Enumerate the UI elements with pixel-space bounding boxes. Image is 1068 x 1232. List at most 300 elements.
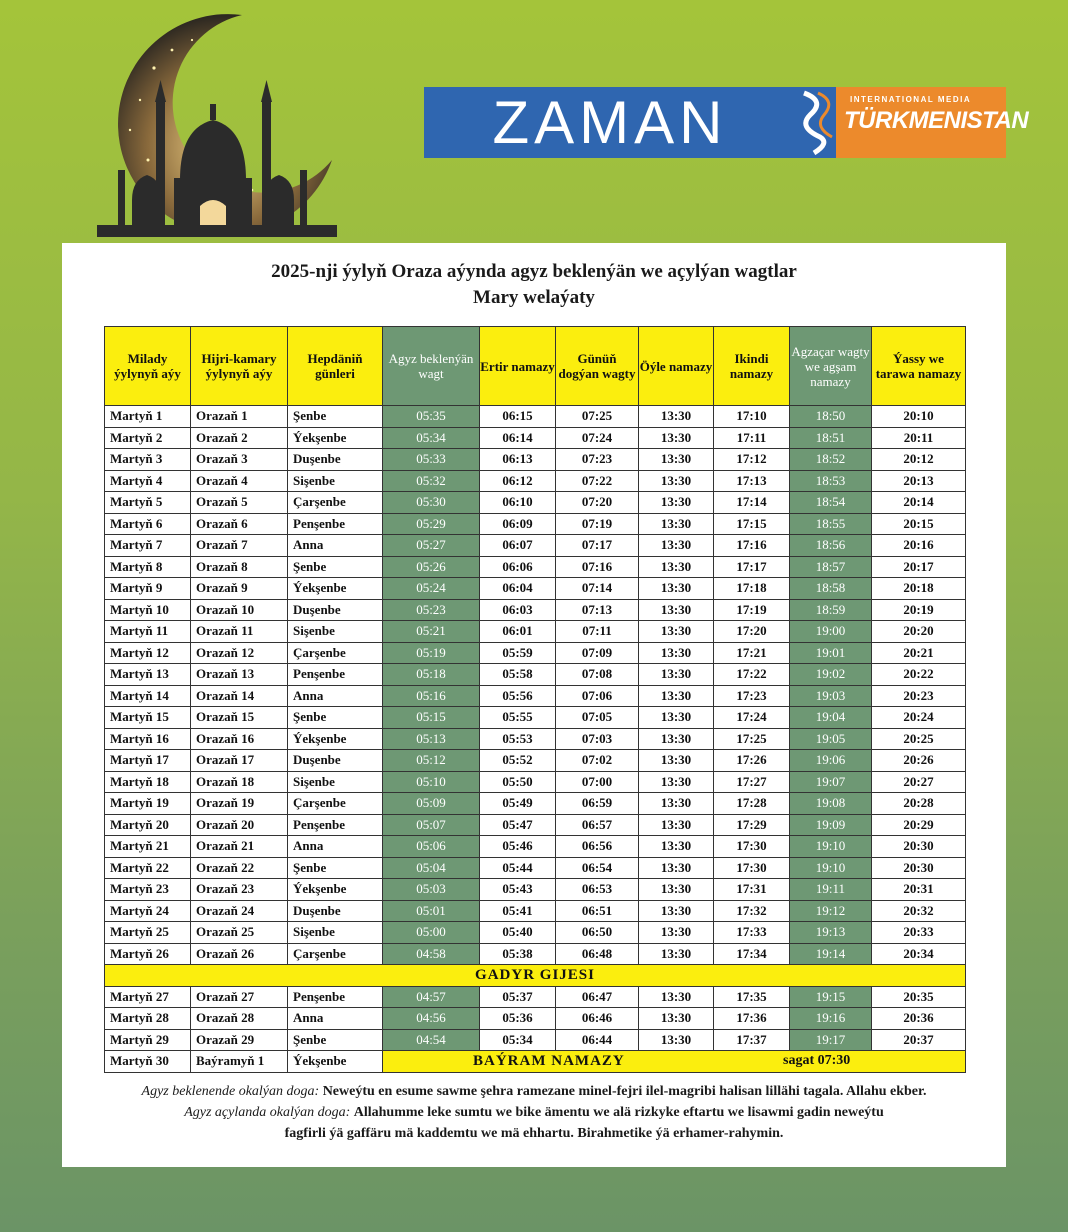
table-cell: 20:21 bbox=[872, 642, 966, 664]
page-title: 2025-nji ýylyň Oraza aýynda agyz beklenýän we açylýan wagtlar bbox=[271, 261, 797, 282]
table-row bbox=[105, 707, 966, 729]
header-asr: Ikindi namazy bbox=[714, 327, 790, 406]
table-cell: Martyň 1 bbox=[105, 406, 191, 428]
table-cell: 13:30 bbox=[639, 986, 714, 1008]
table-cell: 20:31 bbox=[872, 879, 966, 901]
table-cell: 17:11 bbox=[714, 427, 790, 449]
table-cell: 05:03 bbox=[383, 879, 480, 901]
table-cell: Martyň 16 bbox=[105, 728, 191, 750]
table-cell: Şenbe bbox=[288, 406, 383, 428]
table-cell: 07:25 bbox=[556, 406, 639, 428]
table-cell: 17:20 bbox=[714, 621, 790, 643]
table-row bbox=[105, 642, 966, 664]
table-cell: 17:36 bbox=[714, 1008, 790, 1030]
table-cell: Orazaň 19 bbox=[191, 793, 288, 815]
table-cell: 20:26 bbox=[872, 750, 966, 772]
table-cell: 17:22 bbox=[714, 664, 790, 686]
table-cell: 05:23 bbox=[383, 599, 480, 621]
table-cell: 06:50 bbox=[556, 922, 639, 944]
table-cell: 06:03 bbox=[480, 599, 556, 621]
table-last bbox=[105, 1051, 966, 1073]
table-row bbox=[105, 449, 966, 471]
table-cell: Anna bbox=[288, 685, 383, 707]
table-cell: Şenbe bbox=[288, 707, 383, 729]
footer-label-2: Agyz açylanda okalýan doga: bbox=[184, 1105, 351, 1120]
table-cell: 20:19 bbox=[872, 599, 966, 621]
table-cell: 20:22 bbox=[872, 664, 966, 686]
table-cell: Orazaň 23 bbox=[191, 879, 288, 901]
table-row bbox=[105, 513, 966, 535]
table-cell: Şenbe bbox=[288, 1029, 383, 1051]
table-cell: 06:14 bbox=[480, 427, 556, 449]
table-cell: Orazaň 20 bbox=[191, 814, 288, 836]
table-cell: Ýekşenbe bbox=[288, 879, 383, 901]
table-cell: 17:19 bbox=[714, 599, 790, 621]
table-cell: Martyň 7 bbox=[105, 535, 191, 557]
table-cell: Çarşenbe bbox=[288, 943, 383, 965]
footer-line-2 bbox=[62, 1102, 1006, 1123]
table-row-last bbox=[105, 1051, 966, 1073]
table-cell: 20:30 bbox=[872, 857, 966, 879]
table-cell: 18:54 bbox=[790, 492, 872, 514]
table-cell: 19:08 bbox=[790, 793, 872, 815]
table-cell: Duşenbe bbox=[288, 900, 383, 922]
table-cell: Martyň 15 bbox=[105, 707, 191, 729]
header-day: Hepdäniň günleri bbox=[288, 327, 383, 406]
table-cell: 06:47 bbox=[556, 986, 639, 1008]
table-cell: Orazaň 3 bbox=[191, 449, 288, 471]
table-cell: 05:00 bbox=[383, 922, 480, 944]
table-cell: 05:50 bbox=[480, 771, 556, 793]
table-cell: 19:07 bbox=[790, 771, 872, 793]
table-cell: 06:46 bbox=[556, 1008, 639, 1030]
table-cell: Ýekşenbe bbox=[288, 728, 383, 750]
table-cell: 13:30 bbox=[639, 578, 714, 600]
table-cell: Martyň 10 bbox=[105, 599, 191, 621]
table-cell: Martyň 14 bbox=[105, 685, 191, 707]
table-row bbox=[105, 492, 966, 514]
table-row bbox=[105, 793, 966, 815]
table-cell: Martyň 20 bbox=[105, 814, 191, 836]
table-cell: Orazaň 7 bbox=[191, 535, 288, 557]
table-cell: 17:32 bbox=[714, 900, 790, 922]
table-cell: 13:30 bbox=[639, 406, 714, 428]
table-cell: 13:30 bbox=[639, 685, 714, 707]
table-cell: 07:13 bbox=[556, 599, 639, 621]
table-cell: 05:04 bbox=[383, 857, 480, 879]
table-cell: Şenbe bbox=[288, 857, 383, 879]
table-cell: 17:29 bbox=[714, 814, 790, 836]
bayram-label: BAÝRAM NAMAZY bbox=[473, 1053, 625, 1069]
table-header-row bbox=[105, 327, 966, 406]
table-cell: 13:30 bbox=[639, 621, 714, 643]
table-cell: 05:59 bbox=[480, 642, 556, 664]
table-cell: 20:33 bbox=[872, 922, 966, 944]
table-cell: Anna bbox=[288, 535, 383, 557]
table-cell: Ýekşenbe bbox=[288, 427, 383, 449]
table-cell: 19:02 bbox=[790, 664, 872, 686]
table-cell: 05:47 bbox=[480, 814, 556, 836]
header-isha: Ýassy we tarawa namazy bbox=[872, 327, 966, 406]
cell-day: Ýekşenbe bbox=[288, 1051, 383, 1073]
table-cell: Orazaň 13 bbox=[191, 664, 288, 686]
table-cell: 05:21 bbox=[383, 621, 480, 643]
table-cell: Orazaň 6 bbox=[191, 513, 288, 535]
table-body bbox=[105, 406, 966, 965]
table-cell: 20:36 bbox=[872, 1008, 966, 1030]
table-cell: 05:58 bbox=[480, 664, 556, 686]
table-cell: 19:06 bbox=[790, 750, 872, 772]
table-cell: 05:01 bbox=[383, 900, 480, 922]
table-row bbox=[105, 578, 966, 600]
schedule-card bbox=[62, 243, 1006, 1167]
table-cell: 19:12 bbox=[790, 900, 872, 922]
header-sunrise: Günüň dogýan wagty bbox=[556, 327, 639, 406]
table-cell: 20:20 bbox=[872, 621, 966, 643]
table-cell: 05:29 bbox=[383, 513, 480, 535]
table-cell: 06:10 bbox=[480, 492, 556, 514]
table-cell: 06:57 bbox=[556, 814, 639, 836]
cell-hijri: Baýramyň 1 bbox=[191, 1051, 288, 1073]
footer-line-3 bbox=[62, 1123, 1006, 1144]
table-cell: 05:24 bbox=[383, 578, 480, 600]
table-cell: Orazaň 22 bbox=[191, 857, 288, 879]
table-cell: 06:12 bbox=[480, 470, 556, 492]
table-cell: 18:57 bbox=[790, 556, 872, 578]
table-cell: Martyň 3 bbox=[105, 449, 191, 471]
table-cell: 05:32 bbox=[383, 470, 480, 492]
table-cell: 07:03 bbox=[556, 728, 639, 750]
table-cell: Çarşenbe bbox=[288, 793, 383, 815]
table-cell: Anna bbox=[288, 836, 383, 858]
table-cell: 19:17 bbox=[790, 1029, 872, 1051]
footer-label-1: Agyz beklenende okalýan doga: bbox=[141, 1084, 320, 1099]
table-cell: Orazaň 8 bbox=[191, 556, 288, 578]
table-cell: 13:30 bbox=[639, 750, 714, 772]
table-cell: 05:37 bbox=[480, 986, 556, 1008]
table-cell: Sişenbe bbox=[288, 621, 383, 643]
table-cell: 13:30 bbox=[639, 513, 714, 535]
table-cell: 05:38 bbox=[480, 943, 556, 965]
table-cell: Şenbe bbox=[288, 556, 383, 578]
table-cell: 13:30 bbox=[639, 470, 714, 492]
table-cell: 20:28 bbox=[872, 793, 966, 815]
table-cell: 19:10 bbox=[790, 836, 872, 858]
cell-milady: Martyň 30 bbox=[105, 1051, 191, 1073]
table-cell: 19:04 bbox=[790, 707, 872, 729]
table-cell: 13:30 bbox=[639, 771, 714, 793]
table-cell: Sişenbe bbox=[288, 771, 383, 793]
table-cell: 13:30 bbox=[639, 1008, 714, 1030]
table-cell: 05:43 bbox=[480, 879, 556, 901]
table-cell: 13:30 bbox=[639, 1029, 714, 1051]
zaman-logo bbox=[424, 87, 1029, 158]
footer-line-1 bbox=[62, 1081, 1006, 1102]
table-cell: 20:24 bbox=[872, 707, 966, 729]
table-cell: 17:18 bbox=[714, 578, 790, 600]
table-cell: Martyň 19 bbox=[105, 793, 191, 815]
table-cell: 05:40 bbox=[480, 922, 556, 944]
table-cell: Çarşenbe bbox=[288, 492, 383, 514]
table-cell: 05:55 bbox=[480, 707, 556, 729]
table-cell: Sişenbe bbox=[288, 922, 383, 944]
table-cell: 17:17 bbox=[714, 556, 790, 578]
table-cell: Martyň 8 bbox=[105, 556, 191, 578]
table-cell: Martyň 21 bbox=[105, 836, 191, 858]
table-cell: Orazaň 26 bbox=[191, 943, 288, 965]
table-cell: 05:36 bbox=[480, 1008, 556, 1030]
table-cell: Martyň 29 bbox=[105, 1029, 191, 1051]
table-body-after bbox=[105, 986, 966, 1051]
table-cell: 20:25 bbox=[872, 728, 966, 750]
table-cell: 20:29 bbox=[872, 814, 966, 836]
table-cell: 17:10 bbox=[714, 406, 790, 428]
table-cell: 19:14 bbox=[790, 943, 872, 965]
table-row bbox=[105, 836, 966, 858]
table-cell: 06:48 bbox=[556, 943, 639, 965]
table-cell: Anna bbox=[288, 1008, 383, 1030]
table-cell: 20:27 bbox=[872, 771, 966, 793]
table-cell: 06:59 bbox=[556, 793, 639, 815]
table-cell: Orazaň 14 bbox=[191, 685, 288, 707]
table-cell: 13:30 bbox=[639, 535, 714, 557]
header-milady: Milady ýylynyň aýy bbox=[105, 327, 191, 406]
table-cell: Orazaň 15 bbox=[191, 707, 288, 729]
table-cell: 18:59 bbox=[790, 599, 872, 621]
table-row bbox=[105, 943, 966, 965]
table-cell: Martyň 25 bbox=[105, 922, 191, 944]
table-cell: 05:12 bbox=[383, 750, 480, 772]
table-cell: 17:14 bbox=[714, 492, 790, 514]
table-cell: 05:19 bbox=[383, 642, 480, 664]
table-cell: 19:09 bbox=[790, 814, 872, 836]
table-row bbox=[105, 535, 966, 557]
table-cell: 05:46 bbox=[480, 836, 556, 858]
table-cell: 05:07 bbox=[383, 814, 480, 836]
table-cell: 05:13 bbox=[383, 728, 480, 750]
table-cell: Martyň 2 bbox=[105, 427, 191, 449]
table-cell: 17:21 bbox=[714, 642, 790, 664]
table-cell: Penşenbe bbox=[288, 513, 383, 535]
table-cell: Penşenbe bbox=[288, 986, 383, 1008]
table-row bbox=[105, 685, 966, 707]
table-cell: 13:30 bbox=[639, 728, 714, 750]
table-cell: 20:37 bbox=[872, 1029, 966, 1051]
table-cell: 04:54 bbox=[383, 1029, 480, 1051]
table-row bbox=[105, 857, 966, 879]
table-cell: Orazaň 10 bbox=[191, 599, 288, 621]
table-cell: 07:23 bbox=[556, 449, 639, 471]
table-cell: Martyň 27 bbox=[105, 986, 191, 1008]
table-cell: Orazaň 25 bbox=[191, 922, 288, 944]
table-cell: Martyň 11 bbox=[105, 621, 191, 643]
table-cell: Orazaň 27 bbox=[191, 986, 288, 1008]
table-cell: 05:26 bbox=[383, 556, 480, 578]
logo-subtitle: INTERNATIONAL MEDIA bbox=[850, 95, 972, 104]
table-row bbox=[105, 900, 966, 922]
table-cell: 04:58 bbox=[383, 943, 480, 965]
table-cell: 13:30 bbox=[639, 814, 714, 836]
table-cell: 07:17 bbox=[556, 535, 639, 557]
table-cell: Çarşenbe bbox=[288, 642, 383, 664]
table-cell: 17:16 bbox=[714, 535, 790, 557]
table-cell: 13:30 bbox=[639, 642, 714, 664]
table-cell: 20:12 bbox=[872, 449, 966, 471]
table-cell: Martyň 17 bbox=[105, 750, 191, 772]
table-cell: Martyň 18 bbox=[105, 771, 191, 793]
table-row bbox=[105, 814, 966, 836]
table-cell: 19:00 bbox=[790, 621, 872, 643]
table-cell: 18:56 bbox=[790, 535, 872, 557]
table-cell: 07:05 bbox=[556, 707, 639, 729]
table-cell: 13:30 bbox=[639, 900, 714, 922]
table-cell: 18:50 bbox=[790, 406, 872, 428]
table-row bbox=[105, 1008, 966, 1030]
table-cell: Martyň 5 bbox=[105, 492, 191, 514]
table-cell: Martyň 28 bbox=[105, 1008, 191, 1030]
table-cell: 20:15 bbox=[872, 513, 966, 535]
table-cell: 20:34 bbox=[872, 943, 966, 965]
table-cell: Penşenbe bbox=[288, 664, 383, 686]
table-cell: Orazaň 5 bbox=[191, 492, 288, 514]
table-cell: Martyň 26 bbox=[105, 943, 191, 965]
table-cell: 19:16 bbox=[790, 1008, 872, 1030]
table-row bbox=[105, 750, 966, 772]
table-row bbox=[105, 664, 966, 686]
table-cell: 05:15 bbox=[383, 707, 480, 729]
table-cell: 05:33 bbox=[383, 449, 480, 471]
table-cell: 17:24 bbox=[714, 707, 790, 729]
table-cell: 19:01 bbox=[790, 642, 872, 664]
table-cell: 17:23 bbox=[714, 685, 790, 707]
table-cell: 06:51 bbox=[556, 900, 639, 922]
header-hijri: Hijri-kamary ýylynyň aýy bbox=[191, 327, 288, 406]
table-cell: Sişenbe bbox=[288, 470, 383, 492]
table-cell: 13:30 bbox=[639, 793, 714, 815]
table-cell: Duşenbe bbox=[288, 599, 383, 621]
table-cell: 07:20 bbox=[556, 492, 639, 514]
header-fajr: Ertir namazy bbox=[480, 327, 556, 406]
table-cell: 05:49 bbox=[480, 793, 556, 815]
table-cell: Orazaň 16 bbox=[191, 728, 288, 750]
table-cell: Orazaň 9 bbox=[191, 578, 288, 600]
table-cell: 07:11 bbox=[556, 621, 639, 643]
table-cell: Orazaň 12 bbox=[191, 642, 288, 664]
table-cell: Orazaň 11 bbox=[191, 621, 288, 643]
table-cell: 13:30 bbox=[639, 599, 714, 621]
table-cell: 05:34 bbox=[480, 1029, 556, 1051]
table-cell: Orazaň 29 bbox=[191, 1029, 288, 1051]
header-iftar: Agzaçar wagty we agşam namazy bbox=[790, 327, 872, 406]
bayram-time: sagat 07:30 bbox=[783, 1053, 851, 1068]
table-cell: 05:18 bbox=[383, 664, 480, 686]
table-cell: 05:09 bbox=[383, 793, 480, 815]
table-row bbox=[105, 599, 966, 621]
footer-text-1: Neweýtu en esume sawme şehra ramezane minel-fejri ilel-magribi halisan lillähi tagala. Allahu ekber. bbox=[322, 1084, 927, 1099]
table-cell: 18:53 bbox=[790, 470, 872, 492]
table-cell: Orazaň 4 bbox=[191, 470, 288, 492]
table-row bbox=[105, 1029, 966, 1051]
table-cell: 18:52 bbox=[790, 449, 872, 471]
table-cell: Martyň 13 bbox=[105, 664, 191, 686]
table-cell: 05:35 bbox=[383, 406, 480, 428]
header-suhoor: Agyz beklenýän wagt bbox=[383, 327, 480, 406]
table-cell: 20:14 bbox=[872, 492, 966, 514]
table-row bbox=[105, 470, 966, 492]
table-cell: 20:30 bbox=[872, 836, 966, 858]
table-cell: Orazaň 1 bbox=[191, 406, 288, 428]
table-cell: 07:06 bbox=[556, 685, 639, 707]
table-cell: Martyň 22 bbox=[105, 857, 191, 879]
table-cell: 19:11 bbox=[790, 879, 872, 901]
table-cell: 20:10 bbox=[872, 406, 966, 428]
table-cell: 06:01 bbox=[480, 621, 556, 643]
table-row bbox=[105, 728, 966, 750]
table-cell: 19:03 bbox=[790, 685, 872, 707]
table-cell: 06:09 bbox=[480, 513, 556, 535]
schedule-table bbox=[104, 326, 966, 1073]
table-cell: 13:30 bbox=[639, 857, 714, 879]
table-cell: 17:34 bbox=[714, 943, 790, 965]
table-cell: 07:16 bbox=[556, 556, 639, 578]
table-cell: 07:14 bbox=[556, 578, 639, 600]
table-cell: 13:30 bbox=[639, 492, 714, 514]
table-cell: Duşenbe bbox=[288, 449, 383, 471]
table-cell: Penşenbe bbox=[288, 814, 383, 836]
table-cell: 17:12 bbox=[714, 449, 790, 471]
table-cell: 06:53 bbox=[556, 879, 639, 901]
table-cell: 20:35 bbox=[872, 986, 966, 1008]
table-cell: 17:15 bbox=[714, 513, 790, 535]
table-cell: 07:02 bbox=[556, 750, 639, 772]
table-cell: 07:08 bbox=[556, 664, 639, 686]
table-cell: 18:58 bbox=[790, 578, 872, 600]
table-cell: 07:19 bbox=[556, 513, 639, 535]
table-row bbox=[105, 621, 966, 643]
logo-country-block bbox=[836, 87, 1029, 158]
table-cell: 07:09 bbox=[556, 642, 639, 664]
table-cell: 07:24 bbox=[556, 427, 639, 449]
table-cell: 05:30 bbox=[383, 492, 480, 514]
crescent-mosque-icon bbox=[92, 10, 342, 240]
table-cell: 20:18 bbox=[872, 578, 966, 600]
table-cell: 17:31 bbox=[714, 879, 790, 901]
logo-country: TÜRKMENISTAN bbox=[844, 107, 1029, 134]
table-cell: 13:30 bbox=[639, 943, 714, 965]
page-subtitle: Mary welaýaty bbox=[473, 287, 595, 308]
table-cell: 18:51 bbox=[790, 427, 872, 449]
table-row bbox=[105, 986, 966, 1008]
table-cell: 17:26 bbox=[714, 750, 790, 772]
table-cell: 17:27 bbox=[714, 771, 790, 793]
table-cell: 17:13 bbox=[714, 470, 790, 492]
table-cell: Orazaň 17 bbox=[191, 750, 288, 772]
table-cell: 04:57 bbox=[383, 986, 480, 1008]
table-cell: 05:34 bbox=[383, 427, 480, 449]
table-cell: 06:04 bbox=[480, 578, 556, 600]
table-cell: 05:52 bbox=[480, 750, 556, 772]
table-cell: 20:17 bbox=[872, 556, 966, 578]
special-row bbox=[105, 965, 966, 987]
table-cell: Martyň 24 bbox=[105, 900, 191, 922]
table-cell: 17:25 bbox=[714, 728, 790, 750]
table-cell: 20:16 bbox=[872, 535, 966, 557]
table-row bbox=[105, 922, 966, 944]
table-cell: 04:56 bbox=[383, 1008, 480, 1030]
table-cell: 05:27 bbox=[383, 535, 480, 557]
bayram-cell bbox=[383, 1051, 966, 1073]
table-cell: Martyň 9 bbox=[105, 578, 191, 600]
